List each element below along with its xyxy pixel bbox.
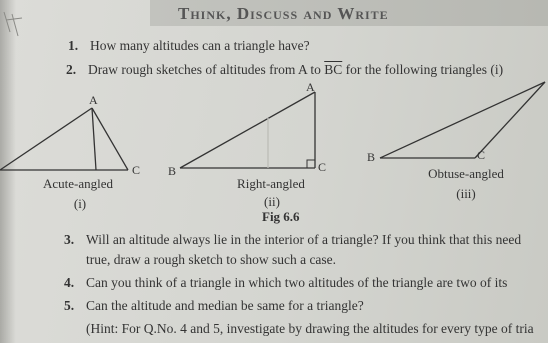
- figure-caption: Fig 6.6: [262, 209, 300, 224]
- hint-text: (Hint: For Q.No. 4 and 5, investigate by drawing the altitudes for every type of tria: [86, 321, 534, 336]
- figure-type-label: Right-angled: [237, 176, 305, 191]
- figure-type-label: Obtuse-angled: [428, 166, 504, 181]
- vertex-label-b: B: [367, 150, 376, 164]
- question-text: Will an altitude always lie in the interior of a triangle? If you think that this need: [86, 232, 522, 247]
- question-text: How many altitudes can a triangle have?: [90, 38, 310, 53]
- figure-number: (ii): [264, 194, 280, 209]
- question-number: 1.: [68, 38, 79, 53]
- vertex-label-a: A: [89, 93, 98, 107]
- acute-triangle: [0, 108, 128, 170]
- segment-label: $\overline{BC}$: [324, 62, 343, 77]
- right-triangle: [180, 92, 315, 168]
- question-5: [64, 298, 364, 314]
- question-number: 2.: [66, 62, 77, 77]
- question-4: [64, 275, 507, 291]
- right-angle-mark: [307, 160, 315, 168]
- figure-number: (iii): [456, 186, 476, 201]
- figure-number: (i): [73, 196, 87, 211]
- vertex-label-c: C: [132, 163, 141, 177]
- question-text: Can the altitude and median be same for a triangle?: [86, 298, 364, 313]
- obtuse-triangle: [380, 82, 545, 158]
- question-3-continuation: true, draw a rough sketch to show such a case.: [86, 252, 337, 267]
- altitude-line: [92, 108, 96, 170]
- question-number: 4.: [64, 275, 75, 290]
- question-text: Draw rough sketches of altitudes from A to: [88, 62, 325, 77]
- section-title: Think, Discuss and Write: [178, 4, 389, 23]
- question-text: Can you think of a triangle in which two altitudes of the triangle are two of its: [86, 275, 508, 290]
- vertex-label-c: C: [477, 148, 486, 162]
- vertex-label-c: C: [318, 160, 327, 174]
- question-number: 5.: [64, 298, 75, 313]
- vertex-label-a: A: [306, 80, 315, 94]
- question-3: [64, 232, 521, 248]
- figure-type-label: Acute-angled: [42, 176, 114, 191]
- question-number: 3.: [64, 232, 75, 247]
- question-text-tail: for the following triangles (i): [342, 62, 504, 77]
- vertex-label-b: B: [168, 164, 177, 178]
